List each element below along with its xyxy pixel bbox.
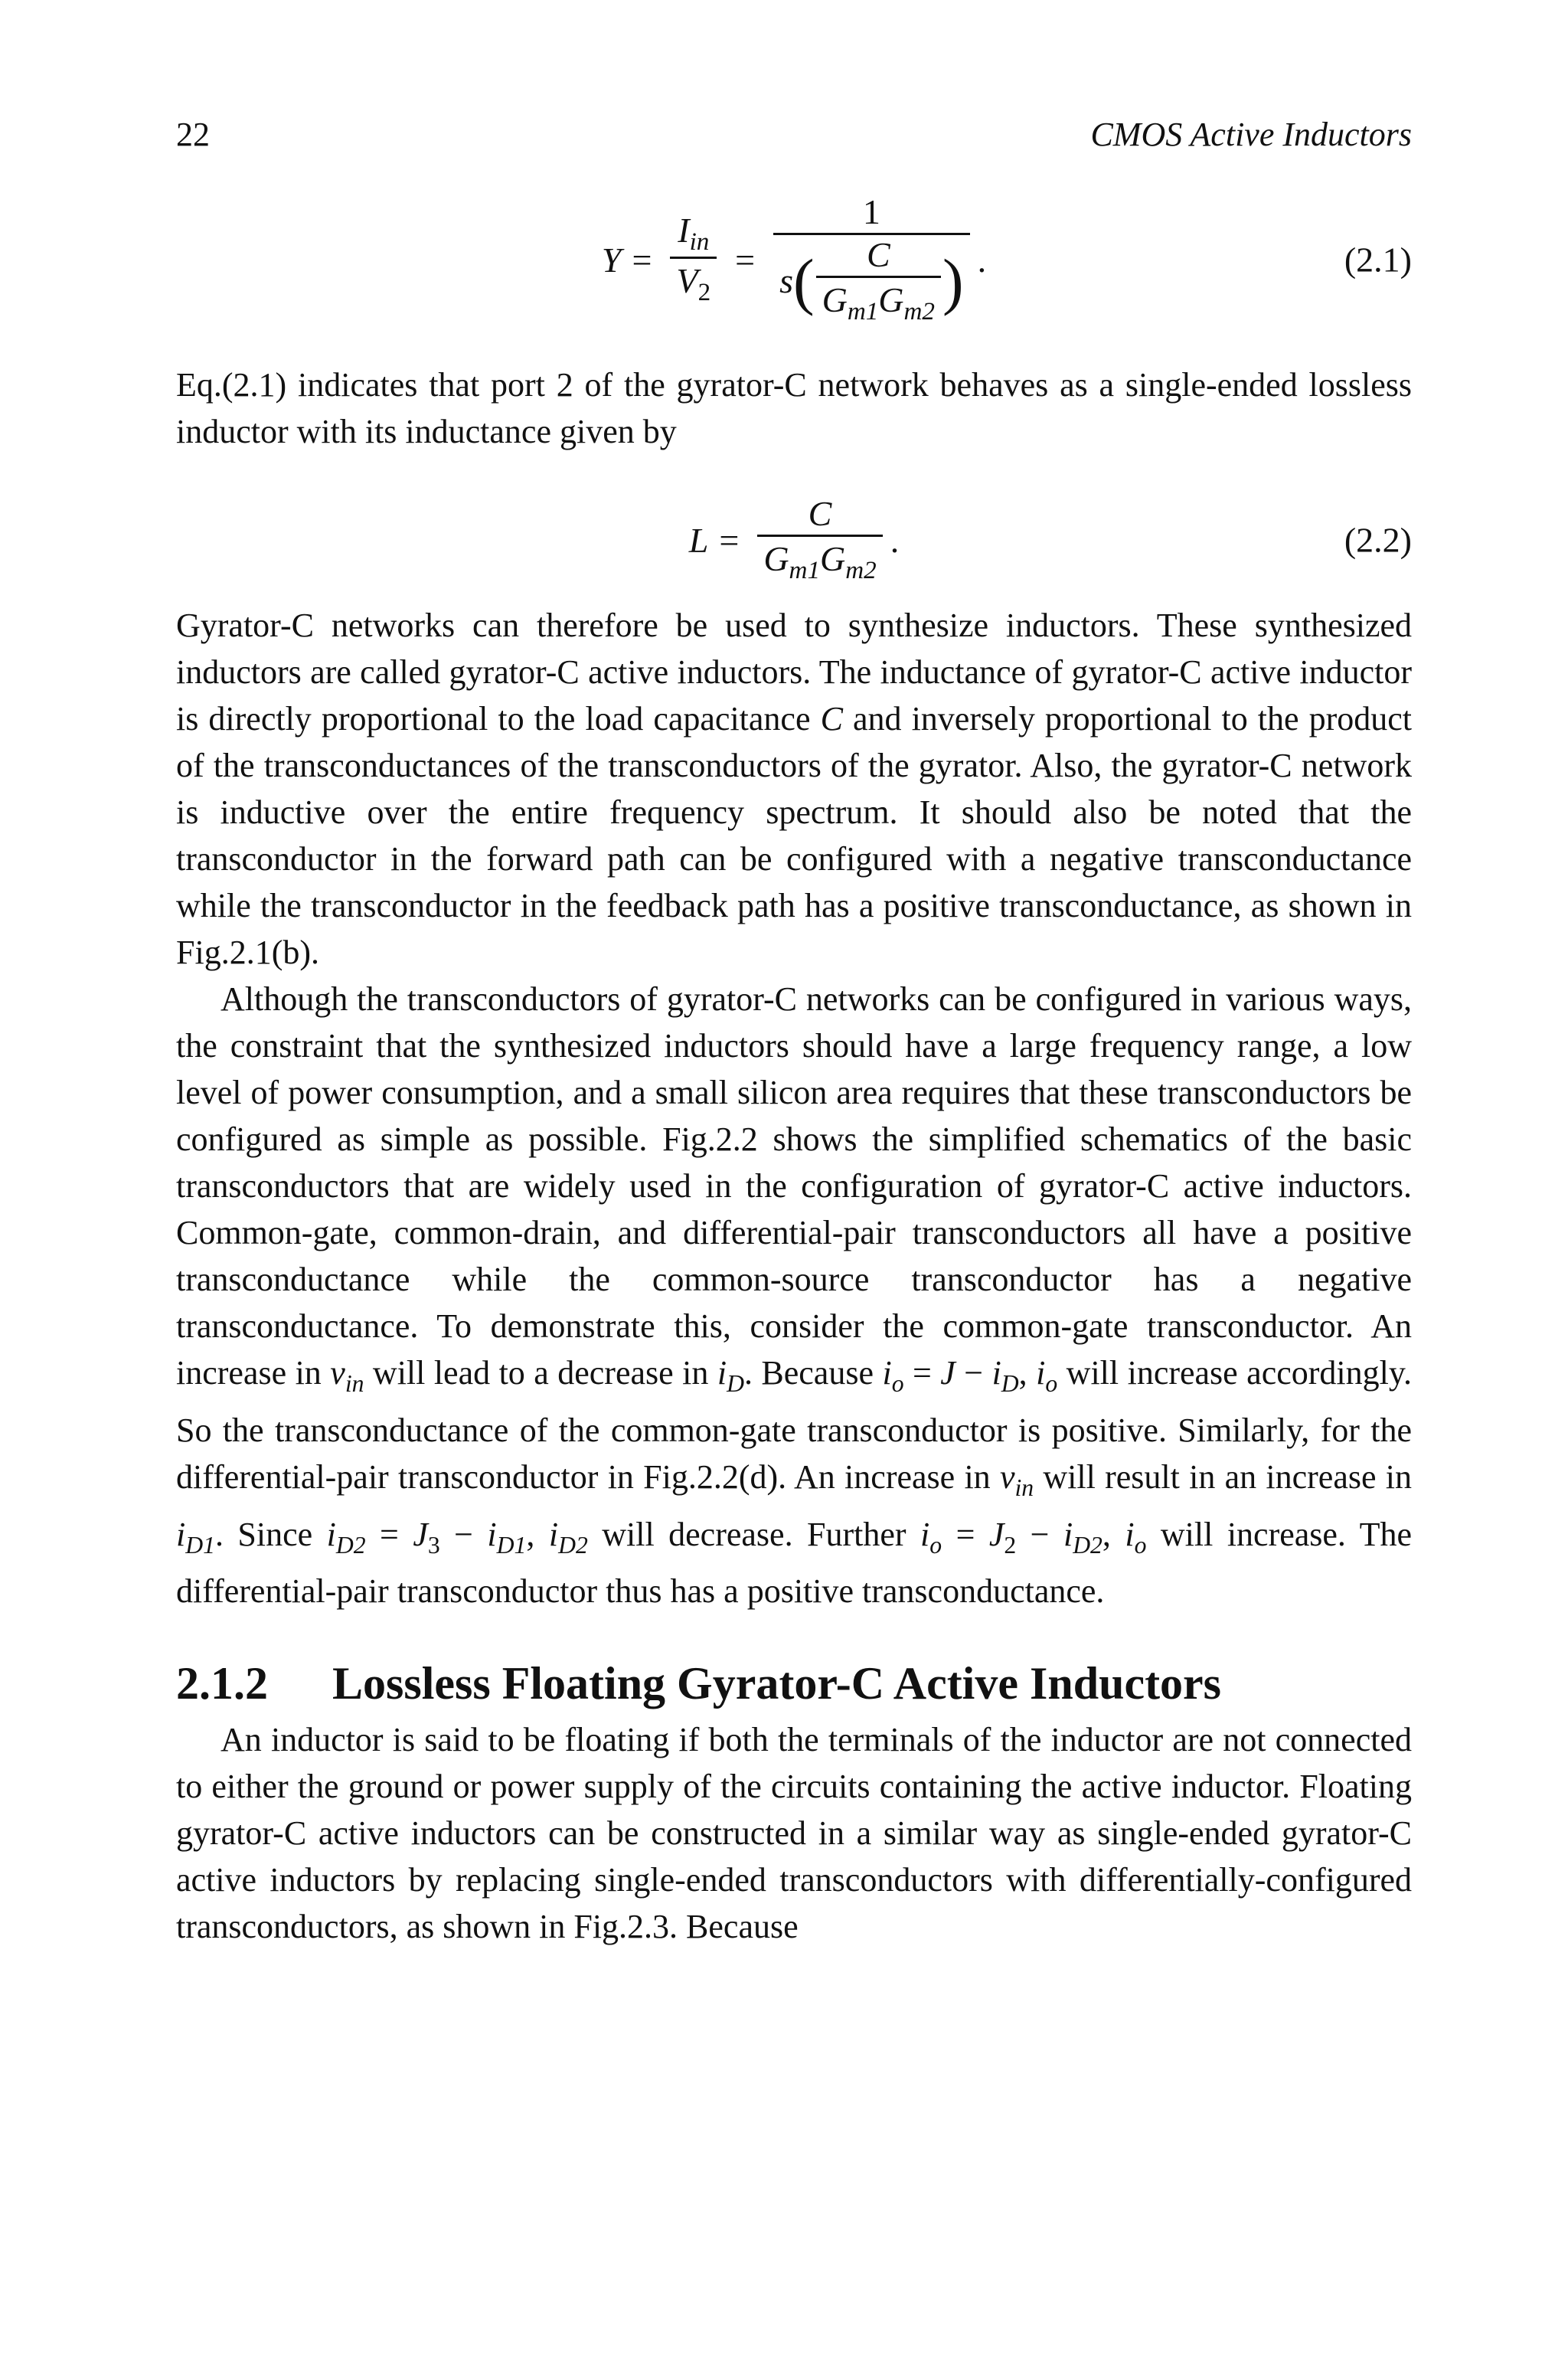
running-title: CMOS Active Inductors	[1090, 116, 1412, 153]
equation-number: (2.2)	[1344, 520, 1412, 560]
paragraph: Although the transconductors of gyrator-C networks can be configured in various ways, the constraint that the synthesized inductors should have a large frequency range, a low level of power consumption, and a small silicon area requires that these transconductors be configured as simple as possible. Fig.2.2 shows the simplified schematics of the basic transconductors that are widely used in the configuration of gyrator-C active inductors. Common-gate, common-drain, and differential-pair transconductors all have a positive transconductance while the common-source transconductor has a negative transconductance. To demonstrate this, consider the common-gate transconductor. An increase in $v_{in}$ will lead to a decrease in $i_D$. Because $i_o = J - i_D$, $i_o$ will increase accordingly. So the transconductance of the common-gate transconductor is positive. Similarly, for the differential-pair transconductor in Fig.2.2(d). An increase in $v_{in}$ will result in an increase in $i_{D1}$. Since $i_{D2} = J_3 - i_{D1}$, $i_{D2}$ will decrease. Further $i_o = J_2 - i_{D2}$, $i_o$ will increase. The differential-pair transconductor thus has a positive transconductance.	[176, 980, 1413, 1611]
section-heading	[176, 1657, 1412, 1710]
equation-2-2: L = $\frac{C}{G_{m1}G_{m2}}$ . (2.2)	[688, 493, 1412, 584]
equation-number: (2.1)	[1344, 240, 1412, 280]
page-number: 22	[176, 116, 210, 153]
equation-2-1: Y = $\frac{I_{in}}{V_2}$ = 1 s ( $\frac{C}{G_{m1}G_{m2}}$ ) . (2.1)	[601, 191, 1412, 325]
paragraph: An inductor is said to be floating if both the terminals of the inductor are not connected to either the ground or power supply of the circuits containing the active inductor. Floating gyrator-C active inductors can be constructed in a similar way as single-ended gyrator-C active inductors by replacing single-ended transconductors with differentially-configured transconductors, as shown in Fig.2.3. Because	[176, 1721, 1412, 1946]
page	[176, 115, 1412, 1950]
section-number: 2.1.2	[176, 1658, 268, 1709]
section-title: Lossless Floating Gyrator-C Active Inductors	[332, 1658, 1222, 1709]
paragraph: Eq.(2.1) indicates that port 2 of the gyrator-C network behaves as a single-ended lossless inductor with its inductance given by	[176, 366, 1412, 450]
page-header	[176, 115, 1412, 168]
paragraph: Gyrator-C networks can therefore be used to synthesize inductors. These synthesized inductors are called gyrator-C active inductors. The inductance of gyrator-C active inductor is directly proportional to the load capacitance C and inversely proportional to the product of the transconductances of the transconductors of the gyrator. Also, the gyrator-C network is inductive over the entire frequency spectrum. It should also be noted that the transconductor in the forward path can be configured with a negative transconductance while the transconductor in the feedback path has a positive transconductance, as shown in Fig.2.1(b).	[176, 607, 1412, 971]
